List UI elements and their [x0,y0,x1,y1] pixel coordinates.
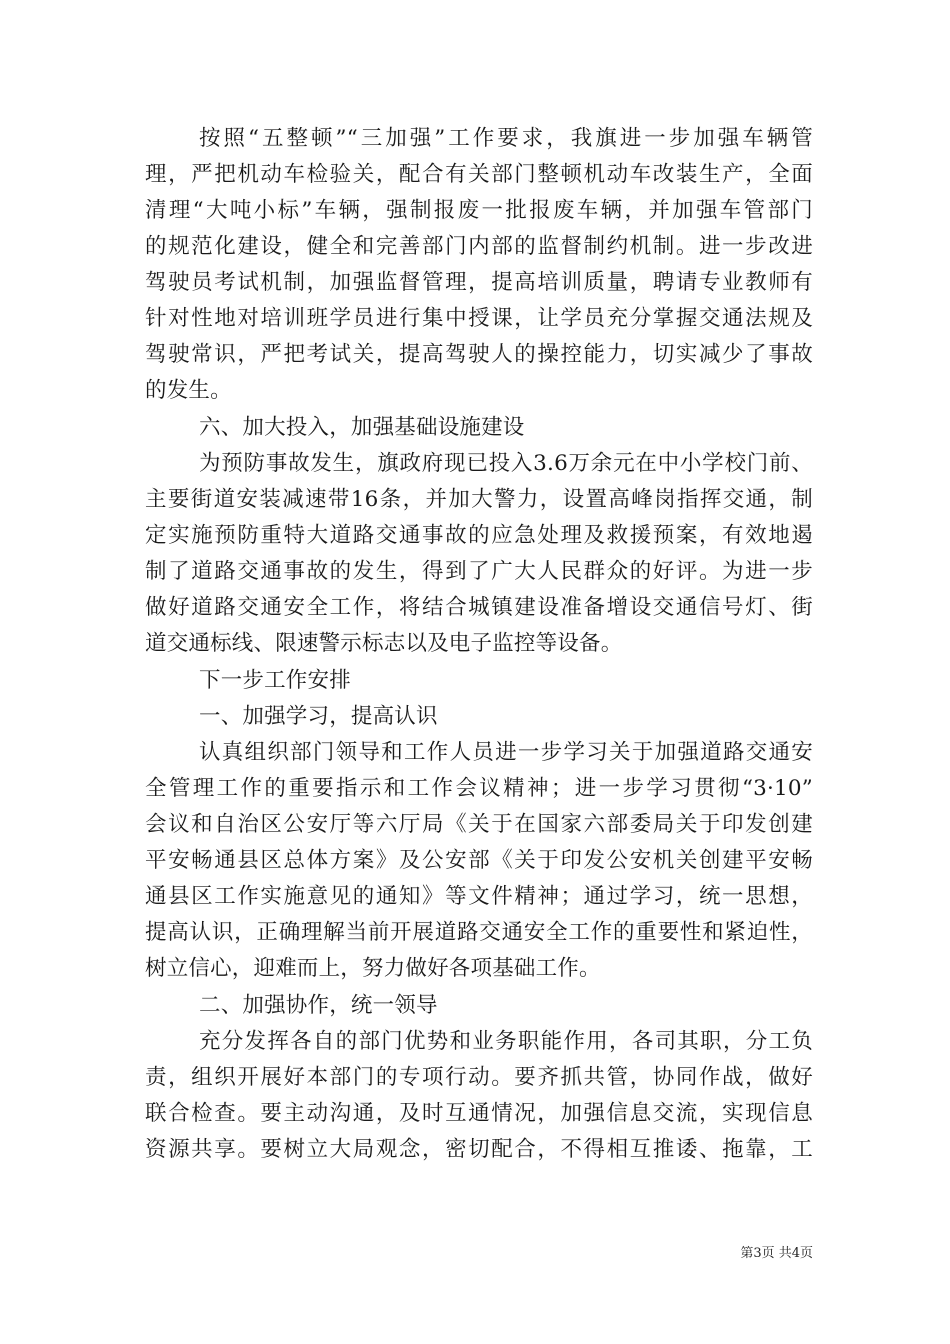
paragraph-line: 认真组织部门领导和工作人员进一步学习关于加强道路交通安 [199,740,813,765]
paragraph-line: 针对性地对培训班学员进行集中授课，让学员充分掌握交通法规及 [145,306,813,331]
paragraph-line: 提高认识，正确理解当前开展道路交通安全工作的重要性和紧迫性， [145,920,813,945]
paragraph-line: 的规范化建设，健全和完善部门内部的监督制约机制。进一步改进 [145,234,813,259]
section-heading: 下一步工作安排 [199,668,351,693]
paragraph-line: 为预防事故发生，旗政府现已投入3.6万余元在中小学校门前、 [199,451,813,476]
paragraph-line: 平安畅通县区总体方案》及公安部《关于印发公安机关创建平安畅 [145,848,813,873]
paragraph-line: 充分发挥各自的部门优势和业务职能作用，各司其职，分工负 [199,1029,813,1054]
paragraph-line: 全管理工作的重要指示和工作会议精神；进一步学习贯彻“3·10” [145,776,813,801]
section-heading: 二、加强协作，统一领导 [199,993,438,1018]
paragraph-line: 理，严把机动车检验关，配合有关部门整顿机动车改装生产，全面 [145,162,813,187]
paragraph-line: 的发生。 [145,378,232,403]
paragraph-line: 资源共享。要树立大局观念，密切配合，不得相互推诿、拖靠，工 [145,1137,813,1162]
paragraph-line: 制了道路交通事故的发生，得到了广大人民群众的好评。为进一步 [145,559,813,584]
paragraph-line: 清理“大吨小标”车辆，强制报废一批报废车辆，并加强车管部门 [145,198,813,223]
paragraph-line: 责，组织开展好本部门的专项行动。要齐抓共管，协同作战，做好 [145,1065,813,1090]
paragraph-line: 按照“五整顿”“三加强”工作要求，我旗进一步加强车辆管 [199,126,813,151]
paragraph-line: 树立信心，迎难而上，努力做好各项基础工作。 [145,956,601,981]
page-number: 第3页 共4页 [740,1246,813,1261]
paragraph-line: 主要街道安装减速带16条，并加大警力，设置高峰岗指挥交通，制 [145,487,813,512]
paragraph-line: 定实施预防重特大道路交通事故的应急处理及救援预案，有效地遏 [145,523,813,548]
paragraph-line: 通县区工作实施意见的通知》等文件精神；通过学习，统一思想， [145,884,813,909]
paragraph-line: 联合检查。要主动沟通，及时互通情况，加强信息交流，实现信息 [145,1101,813,1126]
paragraph-line: 会议和自治区公安厅等六厅局《关于在国家六部委局关于印发创建 [145,812,813,837]
paragraph-line: 做好道路交通安全工作，将结合城镇建设准备增设交通信号灯、街 [145,595,813,620]
section-heading: 六、加大投入，加强基础设施建设 [199,415,525,440]
paragraph-line: 驾驶员考试机制，加强监督管理，提高培训质量，聘请专业教师有 [145,270,813,295]
paragraph-line: 道交通标线、限速警示标志以及电子监控等设备。 [145,631,623,656]
section-heading: 一、加强学习，提高认识 [199,704,438,729]
paragraph-line: 驾驶常识，严把考试关，提高驾驶人的操控能力，切实减少了事故 [145,342,813,367]
